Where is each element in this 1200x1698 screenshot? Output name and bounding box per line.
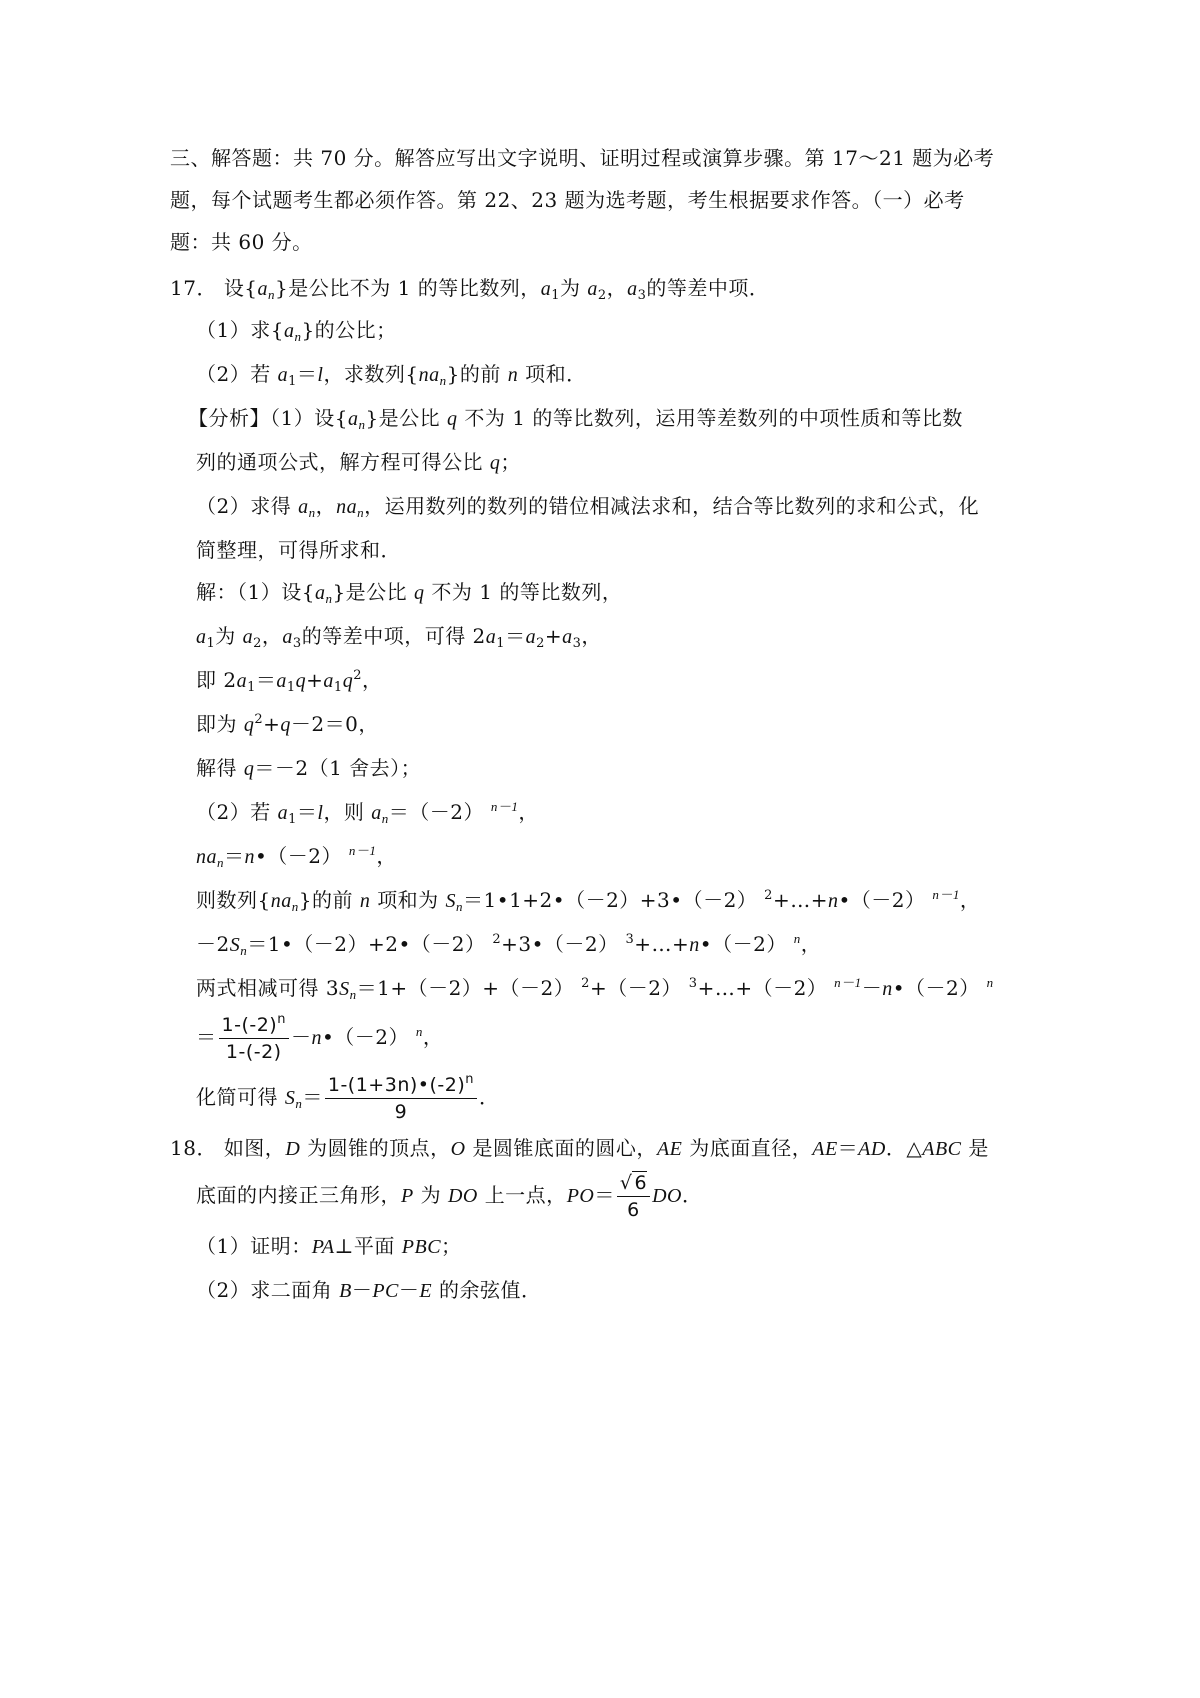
q18-part-1: （1）证明：PA⊥平面 PBC； xyxy=(196,1234,462,1258)
q17-analysis-line-4: 简整理，可得所求和． xyxy=(196,538,401,562)
q17-solution-line-11: ＝ $\frac{1-(-2)^n}{1-(-2)}$ －n•（－2） $^n$， xyxy=(196,1012,444,1063)
q17-solution-line-8: 则数列$\{na_n\}$的前 n 项和为 $S_n=1•1+2•(-2)+3•(-2)$ $^2$+…+n•（－2） $^{n-1}$， xyxy=(196,887,981,914)
q17-analysis-line-2: 列的通项公式，解方程可得公比 q； xyxy=(196,450,521,474)
section-header-line-1: 三、解答题：共 70 分。解答应写出文字说明、证明过程或演算步骤。第 17～21 题为必考 xyxy=(170,146,995,170)
q17-part-2: （2）若 $a_1=l$，求数列$\{na_n\}$的前 n 项和． xyxy=(196,362,587,389)
q17-solution-line-1: 解：（1）设$\{a_n\}$是公比 q 不为 1 的等比数列， xyxy=(196,580,623,606)
q17-solution-line-2: $a_1$为 $a_2$，$a_3$的等差中项，可得 $2a_1=a_2+a_3$， xyxy=(196,624,602,651)
q18-stem-line-2: 底面的内接正三角形，P 为 DO 上一点，PO＝ $\frac{√ 6}{6}$ DO． xyxy=(196,1172,703,1221)
solution-label: 解： xyxy=(196,580,237,604)
fraction-sum: $\frac{1-(-2)^n}{1-(-2)}$ xyxy=(219,1012,289,1065)
q17-number: 17． xyxy=(170,276,217,300)
q17-stem: 17． 设$\{a_n\}$是公比不为 1 的等比数列，$a_1$为 $a_2$，$a_3$的等差中项． xyxy=(170,276,770,303)
q18-part-2: （2）求二面角 B－PC－E 的余弦值． xyxy=(196,1278,542,1302)
section-header-line-3: 题：共 60 分。 xyxy=(170,230,313,254)
q17-analysis-line-3: （2）求得 $a_n$，$na_n$，运用数列的数列的错位相减法求和，结合等比数列的求和公式，化 xyxy=(196,494,980,520)
section-header-line-2: 题，每个试题考生都必须作答。第 22、23 题为选考题，考生根据要求作答。（一）必考 xyxy=(170,188,965,212)
q17-solution-line-3: 即 $2a_1=a_1q+a_1q^2$， xyxy=(196,668,383,695)
q17-solution-line-9: $-2S_n=1•(-2)+2•(-2)$ $^2$+3•（－2） $^3$+…+n•（－2） $^n$， xyxy=(196,931,822,958)
q17-solution-line-7: $na_n=n•(-2)$ $^{n-1}$， xyxy=(196,843,397,870)
fraction-result: $\frac{1-(1+3n)•(-2)^n}{9}$ xyxy=(325,1072,477,1125)
q17-solution-line-5: 解得 q＝－2（1 舍去）； xyxy=(196,756,422,780)
q17-solution-line-10: 两式相减可得 $3S_n=1+(-2)+(-2)$ $^2$+（－2） $^3$+…+（－2） $^{n-1}$－n•（－2） $^n$ xyxy=(196,975,994,1002)
q18-stem-line-1: 18． 如图，D 为圆锥的顶点，O 是圆锥底面的圆心，AE 为底面直径，AE＝AD．△ABC 是 xyxy=(170,1136,989,1160)
q17-part-1: （1）求$\{a_n\}$的公比； xyxy=(196,318,397,344)
analysis-label: 【分析】 xyxy=(188,406,270,430)
q18-number: 18． xyxy=(170,1136,217,1160)
q17-solution-line-12: 化简可得 $S_n=$ $\frac{1-(1+3n)•(-2)^n}{9}$ ． xyxy=(196,1072,500,1123)
q17-analysis-line-1: 【分析】（1）设$\{a_n\}$是公比 q 不为 1 的等比数列，运用等差数列的中项性质和等比数 xyxy=(188,406,963,432)
q17-solution-line-6: （2）若 $a_1=l$，则 $a_n=(-2)$ $^{n-1}$， xyxy=(196,799,539,827)
fraction-sqrt6-over-6: $\frac{√ 6}{6}$ xyxy=(617,1170,650,1223)
q17-solution-line-4: 即为 $q^2+q-2=0$， xyxy=(196,712,379,736)
